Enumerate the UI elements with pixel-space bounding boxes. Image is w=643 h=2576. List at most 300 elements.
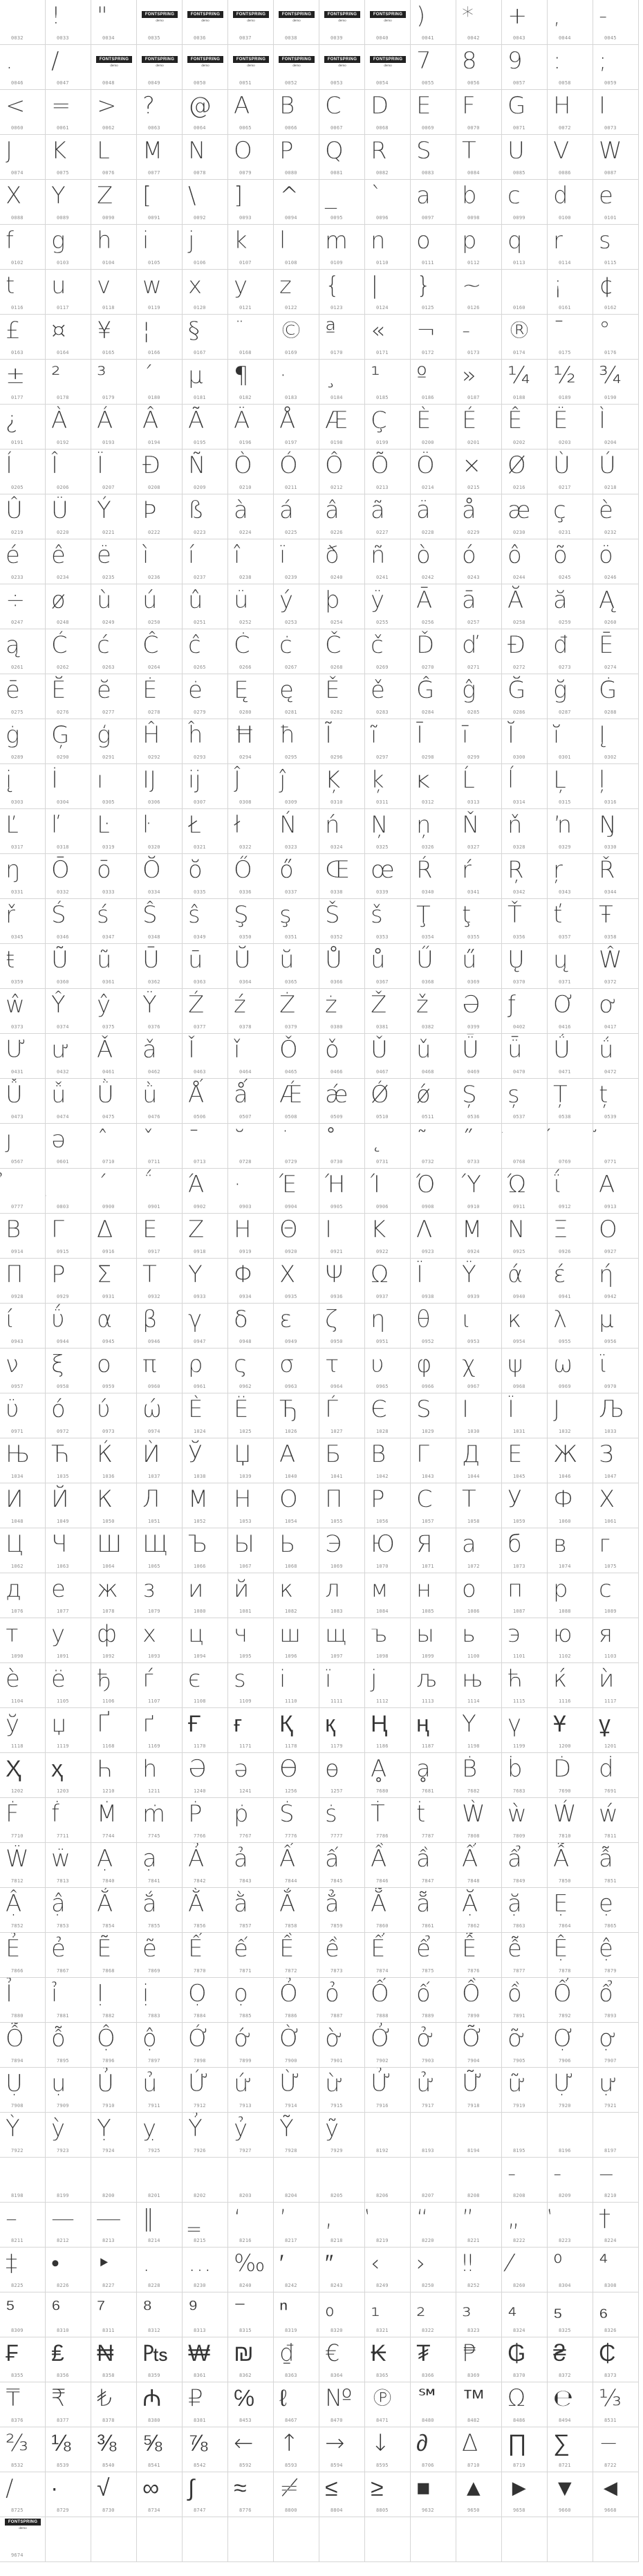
glyph-cell [228,944,274,989]
glyph-code: 0955 [559,1339,571,1344]
glyph-sample: ỹ [325,2115,339,2142]
glyph-code: 0214 [422,485,434,490]
glyph-code: 0964 [330,1384,343,1389]
glyph-code: 1059 [513,1519,525,1524]
glyph-code: 8323 [467,2328,480,2333]
glyph-cell [228,539,274,584]
glyph-cell [274,1349,319,1393]
glyph-cell [46,90,91,135]
glyph-sample: ŏ [188,856,203,884]
glyph-cell [548,2203,593,2248]
glyph-cell [593,315,639,360]
glyph-cell [0,1843,46,1888]
glyph-code: 0923 [422,1249,434,1254]
glyph-code: 8224 [604,2238,617,2243]
glyph-code: 0200 [422,440,434,445]
glyph-code: 0190 [604,395,617,400]
glyph-code: 8482 [467,2418,480,2423]
glyph-cell [593,2158,639,2203]
glyph-cell [91,764,137,809]
glyph-cell [137,1663,183,1708]
glyph-code: 1118 [11,1743,24,1749]
glyph-cell [274,405,319,450]
glyph-sample: ұ [599,1710,611,1738]
glyph-code: 8325 [559,2328,571,2333]
glyph-cell [0,1393,46,1438]
glyph-code: 7848 [467,1878,480,1884]
glyph-cell [228,135,274,180]
glyph-cell [228,1124,274,1169]
glyph-code: 0333 [102,889,115,895]
glyph-sample: ¼ [507,362,530,389]
glyph-cell [548,539,593,584]
glyph-cell [593,539,639,584]
glyph-sample: Ň [462,811,480,839]
glyph-sample: L [97,137,110,165]
glyph-code: 0061 [57,125,69,131]
glyph-sample: Ố [371,1980,389,2008]
glyph-sample: з [142,1575,156,1603]
glyph-code: 7857 [239,1923,252,1929]
glyph-cell [548,1304,593,1349]
glyph-code: 0353 [376,934,389,940]
glyph-sample: у [51,1620,66,1648]
glyph-sample: F [462,92,476,120]
glyph-sample: ș [507,1081,520,1109]
glyph-code: 1043 [422,1474,434,1479]
glyph-sample: Р [371,1485,385,1513]
glyph-sample: х [142,1620,157,1648]
glyph-sample: ↓ [371,2429,391,2457]
glyph-cell [274,809,319,854]
glyph-sample: Ĳ [142,766,157,794]
glyph-code: 1062 [11,1564,24,1569]
glyph-sample: ˇ [142,1126,154,1153]
glyph-sample: ѝ [599,1665,615,1693]
glyph-code: 8594 [330,2463,343,2468]
glyph-sample: β [142,1306,158,1333]
glyph-sample: z [279,272,292,299]
glyph-cell [548,1708,593,1753]
glyph-cell [365,854,411,899]
glyph-cell [319,90,365,135]
glyph-cell [274,1933,319,1978]
glyph-cell [548,315,593,360]
glyph-sample: ΰ [51,1306,65,1333]
glyph-sample: n [371,227,386,254]
glyph-cell [411,809,456,854]
glyph-sample: Ḋ [553,1755,572,1783]
glyph-code: 0126 [467,305,480,311]
glyph-cell [91,1663,137,1708]
glyph-cell [319,2472,365,2517]
glyph-sample: м [371,1575,389,1603]
glyph-code: 8315 [239,2328,252,2333]
glyph-sample: ¨ [234,317,245,344]
glyph-cell [91,2337,137,2382]
glyph-code: 7808 [467,1833,480,1839]
glyph-sample: Ọ [188,1980,207,2008]
glyph-code: 0308 [239,799,252,805]
glyph-code: 8730 [102,2508,115,2513]
glyph-cell [91,1259,137,1304]
glyph-cell [548,1528,593,1573]
glyph-sample: Ầ [371,1845,387,1873]
glyph-sample: ÿ [371,586,385,614]
glyph-code: 7881 [57,2013,69,2019]
glyph-code: 1186 [376,1743,389,1749]
glyph-cell [183,1349,228,1393]
glyph-sample: ¦ [142,317,151,344]
glyph-cell [593,899,639,944]
glyph-code: 0263 [102,665,115,670]
glyph-sample: ň [507,811,523,839]
glyph-cell [593,1483,639,1528]
glyph-cell [228,2248,274,2292]
glyph-code: 0285 [467,710,480,715]
glyph-cell [228,989,274,1034]
glyph-code: 0282 [330,710,343,715]
glyph-code: 0966 [422,1384,434,1389]
glyph-sample: Ί [371,1171,380,1198]
glyph-code: 1111 [330,1698,343,1704]
glyph-sample: Δ [97,1216,113,1243]
glyph-cell [319,1663,365,1708]
glyph-sample: θ [416,1306,431,1333]
glyph-cell [91,584,137,629]
glyph-sample: σ [279,1351,295,1378]
glyph-sample: ụ [51,2070,66,2097]
glyph-cell [593,2517,639,2562]
glyph-cell [183,584,228,629]
glyph-code: 7866 [11,1968,24,1974]
glyph-code: 0462 [148,1069,160,1075]
glyph-code: 0932 [148,1294,160,1299]
glyph-sample: ţ [462,901,472,929]
glyph-code: 0084 [467,170,480,176]
glyph-sample: C [325,92,342,120]
glyph-cell [46,809,91,854]
glyph-cell [46,1618,91,1663]
glyph-cell [548,1798,593,1843]
glyph-cell [228,1349,274,1393]
glyph-cell [183,1124,228,1169]
glyph-cell [137,899,183,944]
glyph-sample: Ά [188,1171,205,1198]
glyph-code: 0175 [559,350,571,355]
glyph-sample: Ę [234,676,249,704]
glyph-sample: t [6,272,15,299]
glyph-code: 7884 [194,2013,206,2019]
glyph-cell [593,719,639,764]
glyph-sample: ‒ [599,2160,614,2187]
glyph-code: 0174 [513,350,525,355]
glyph-code: 0315 [559,799,571,805]
glyph-code: 0325 [376,844,389,850]
glyph-code: 7842 [194,1878,206,1884]
glyph-code: 7867 [57,1968,69,1974]
glyph-sample: μ [599,1306,614,1333]
glyph-sample: â [325,497,339,524]
glyph-sample: ǽ [325,1081,348,1109]
glyph-cell [365,2023,411,2068]
glyph-cell [548,674,593,719]
glyph-code: 8215 [194,2238,206,2243]
glyph-sample: γ [188,1306,203,1333]
glyph-sample: µ [188,362,203,389]
glyph-cell [411,899,456,944]
glyph-cell [137,1708,183,1753]
glyph-cell [46,1843,91,1888]
glyph-code: 8311 [102,2328,115,2333]
glyph-sample: Ο [599,1216,617,1243]
glyph-code: 0063 [148,125,160,131]
glyph-cell [411,2427,456,2472]
glyph-sample: ► [507,2474,531,2502]
glyph-code: 1087 [513,1609,525,1614]
glyph-sample: ắ [142,1890,157,1918]
glyph-sample: ò [416,541,431,569]
glyph-cell [456,45,502,90]
glyph-code: 0245 [559,575,571,580]
glyph-sample: Ů [325,946,342,974]
glyph-cell [228,1528,274,1573]
glyph-code: 1089 [604,1609,617,1614]
glyph-sample: Đ [507,631,526,659]
glyph-code: 0070 [467,125,480,131]
glyph-sample: ć [97,631,110,659]
glyph-cell [274,1034,319,1079]
glyph-cell [137,1978,183,2023]
glyph-cell [274,135,319,180]
glyph-code: 0313 [467,799,480,805]
glyph-code: 1211 [148,1788,160,1794]
glyph-sample: Ė [142,676,158,704]
glyph-cell [274,494,319,539]
glyph-sample: Ậ [6,1890,22,1918]
glyph-sample: ý [279,586,294,614]
glyph-sample: ‹ [371,2250,380,2277]
glyph-cell [502,584,548,629]
glyph-code: 0416 [559,1024,571,1030]
glyph-cell [365,45,411,90]
glyph-cell [365,2113,411,2158]
glyph-sample: Б [325,1440,342,1468]
glyph-sample: Ă [507,586,524,614]
glyph-cell [274,0,319,45]
glyph-cell [137,2113,183,2158]
glyph-cell [411,360,456,405]
glyph-code: 8532 [11,2463,24,2468]
glyph-sample: ľ [51,811,60,839]
glyph-code: 7682 [467,1788,480,1794]
glyph-cell [593,1124,639,1169]
glyph-sample: ç [553,497,566,524]
glyph-code: 7777 [330,1833,343,1839]
glyph-cell [456,989,502,1034]
glyph-code: 0511 [422,1114,434,1120]
glyph-sample: ḟ [51,1800,59,1828]
glyph-code: 0236 [148,575,160,580]
glyph-code: 7812 [11,1878,24,1884]
glyph-sample: Ύ [462,1171,482,1198]
glyph-code: 0213 [376,485,389,490]
glyph-cell [183,2517,228,2562]
glyph-code: 8242 [285,2283,297,2288]
glyph-code: 7840 [102,1878,115,1884]
glyph-code: 0121 [239,305,252,311]
glyph-cell [593,674,639,719]
glyph-cell [502,180,548,225]
glyph-cell [593,2292,639,2337]
glyph-code: 0165 [102,350,115,355]
glyph-sample: е [51,1575,66,1603]
glyph-cell [0,584,46,629]
glyph-code: 8201 [148,2193,160,2198]
glyph-code: 1053 [239,1519,252,1524]
glyph-sample: Œ [325,856,351,884]
glyph-code: 0330 [604,844,617,850]
glyph-sample: U [507,137,525,165]
glyph-cell [548,1483,593,1528]
glyph-cell [228,2023,274,2068]
glyph-sample: ₽ [188,2384,203,2412]
glyph-cell [502,1214,548,1259]
glyph-code: 0051 [239,80,252,86]
glyph-cell [0,2068,46,2113]
glyph-cell [593,2472,639,2517]
glyph-cell [502,2248,548,2292]
glyph-cell [0,2113,46,2158]
glyph-cell [319,1124,365,1169]
glyph-sample: ¯ [553,317,565,344]
glyph-sample: Ǎ [97,1036,113,1064]
glyph-code: 7850 [559,1878,571,1884]
glyph-code: 1100 [467,1653,480,1659]
glyph-code: 0318 [57,844,69,850]
glyph-sample: Ξ [553,1216,568,1243]
glyph-code: 7870 [194,1968,206,1974]
glyph-cell [228,2292,274,2337]
glyph-code: 0247 [11,620,24,625]
glyph-code: 0259 [559,620,571,625]
glyph-code: 0242 [422,575,434,580]
glyph-sample: † [599,2205,611,2232]
glyph-sample: Ї [507,1396,515,1423]
glyph-code: 0466 [330,1069,343,1075]
glyph-cell [319,1618,365,1663]
glyph-sample: ⅔ [6,2429,28,2457]
glyph-sample: Ì [599,407,606,434]
glyph-sample: ι [462,1306,472,1333]
glyph-code: 0179 [102,395,115,400]
glyph-sample: ‟ [553,2205,566,2232]
glyph-cell [365,719,411,764]
glyph-cell [319,1978,365,2023]
glyph-sample: ǜ [142,1081,158,1109]
glyph-code: 8380 [148,2418,160,2423]
glyph-sample: ₱ [462,2339,477,2367]
glyph-code: 0283 [376,710,389,715]
glyph-sample: « [371,317,385,344]
glyph-sample: ẹ [599,1890,613,1918]
glyph-code: 7899 [239,2058,252,2064]
glyph-sample: ₵ [599,2339,616,2367]
glyph-sample: d [553,182,568,210]
glyph-code: 7888 [376,2013,389,2019]
glyph-sample: ẁ [507,1800,527,1828]
glyph-code: 0237 [194,575,206,580]
glyph-code: 0509 [330,1114,343,1120]
glyph-cell [456,270,502,315]
glyph-cell [91,450,137,494]
glyph-code: 0310 [330,799,343,805]
glyph-code: 0464 [239,1069,252,1075]
glyph-cell [365,1304,411,1349]
glyph-cell [593,360,639,405]
glyph-code: 8531 [604,2418,617,2423]
glyph-sample: ặ [507,1890,522,1918]
glyph-code: 7919 [513,2103,525,2109]
watermark-logo-sub: demo [292,64,301,67]
glyph-sample: Ý [97,497,111,524]
glyph-cell [183,1618,228,1663]
glyph-cell [183,1259,228,1304]
glyph-sample: Ё [234,1396,249,1423]
glyph-sample: э [507,1620,521,1648]
glyph-sample: ı [97,766,104,794]
glyph-code: 0365 [285,979,297,985]
glyph-code: 0125 [422,305,434,311]
glyph-code: 7861 [422,1923,434,1929]
glyph-cell [137,360,183,405]
glyph-code: 7908 [11,2103,24,2109]
glyph-code: 8719 [513,2463,525,2468]
glyph-code: 0198 [330,440,343,445]
glyph-cell [0,2292,46,2337]
glyph-code: 7883 [148,2013,160,2019]
glyph-code: 7711 [57,1833,69,1839]
glyph-cell [46,135,91,180]
glyph-sample: ό [51,1396,66,1423]
glyph-code: 7811 [604,1833,617,1839]
glyph-cell [365,2427,411,2472]
glyph-cell [319,2158,365,2203]
glyph-sample: ₁ [371,2295,380,2322]
glyph-code: 0349 [194,934,206,940]
glyph-code: 0382 [422,1024,434,1030]
glyph-code: 7900 [285,2058,297,2064]
glyph-code: 0294 [239,754,252,760]
glyph-code: 0469 [467,1069,480,1075]
glyph-code: 0060 [11,125,24,131]
glyph-cell [46,1888,91,1933]
glyph-cell [411,674,456,719]
glyph-code: 0601 [57,1159,69,1165]
glyph-code: 0087 [604,170,617,176]
glyph-cell [183,764,228,809]
glyph-code: 1080 [194,1609,206,1614]
glyph-code: 0078 [194,170,206,176]
glyph-code: 8366 [422,2373,434,2378]
glyph-code: 1068 [285,1564,297,1569]
glyph-cell [183,1708,228,1753]
glyph-sample: č [371,631,384,659]
glyph-sample: Ḃ [462,1755,478,1783]
glyph-sample: Å [279,407,296,434]
glyph-code: 1034 [11,1474,24,1479]
glyph-cell [183,1528,228,1573]
